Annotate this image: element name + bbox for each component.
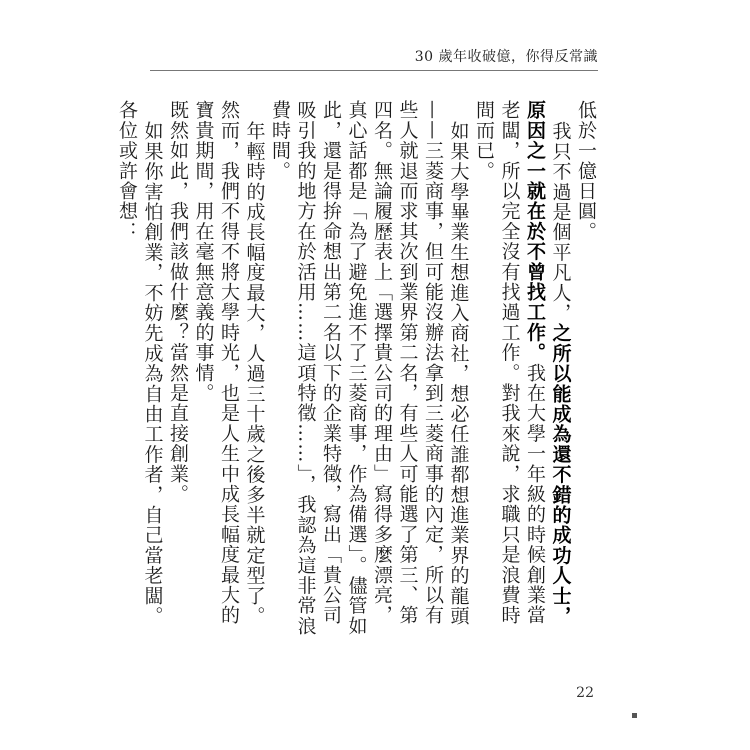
- paragraph-6: 如果你害怕創業，不妨先成為自由工作者，自己當老闆。各位或許會想：: [116, 100, 164, 626]
- paragraph-2-bold: 之所以能成為還不錯的成功人士，原因之一就在於不曾找工作。: [524, 100, 572, 626]
- paragraph-1: 低於一億日圓。: [575, 100, 597, 242]
- corner-mark: [632, 713, 637, 718]
- paragraph-5: 既然如此，我們該做什麼？當然是直接創業。: [167, 100, 189, 504]
- header-rule: [150, 70, 598, 71]
- paragraph-2: [471, 100, 573, 640]
- paragraph-2-text-a: 我只不過是個平凡人，: [549, 120, 572, 323]
- paragraph-4: 年輕時的成長幅度最大，人過三十歲之後多半就定型了。然而，我們不得不將大學時光，也是人生中成長幅度最大的寶貴期間，用在毫無意義的事情。: [192, 100, 266, 626]
- paragraph-3: 如果大學畢業生想進入商社，想必任誰都想進業界的龍頭——三菱商事，但可能沒辦法拿到三菱商事的內定，所以有些人就退而求其次到業界第二名，有些人可能選了第三、第四名。無論履歷表上「選擇貴公司的理由」寫得多麼漂亮，真心話都是「為了避免進不了三菱商事，作為備選」。儘管如此，還是得拚命想出第二名以下的企業特徵，寫出「貴公司吸引我的地方在於活用……這項特徵……」，我認為這非常浪費時間。: [269, 100, 470, 636]
- paragraph-2-text-b: 我在大學一年級的時候創業當老闆，所以完全沒有找過工作。對我來說，求職只是浪費時間而已。: [473, 100, 546, 626]
- page-number: 22: [576, 685, 594, 701]
- running-header: 30 歲年收破億，你得反常識: [414, 49, 598, 65]
- body-text: [116, 100, 598, 640]
